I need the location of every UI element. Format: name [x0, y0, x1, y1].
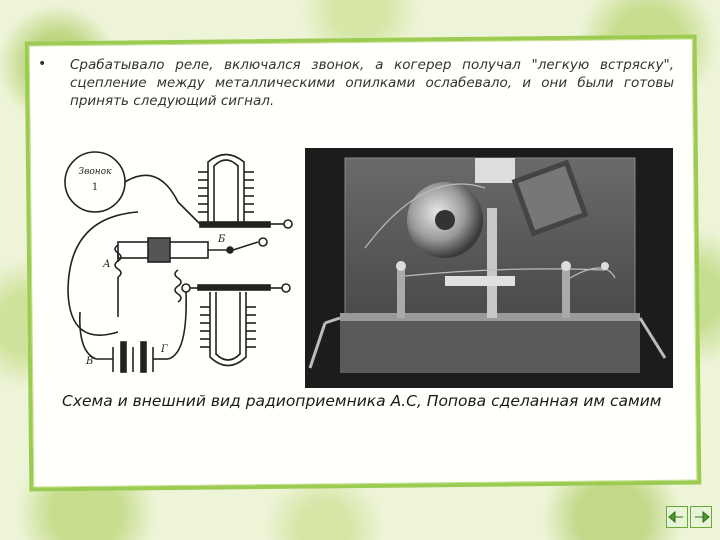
bullet-marker: • — [38, 56, 47, 72]
arrow-right-icon[interactable] — [690, 506, 712, 528]
slide-navigation — [666, 506, 712, 532]
receiver-photo — [305, 148, 673, 388]
label-g: Г — [161, 344, 168, 355]
bell-label: Звонок — [78, 167, 112, 177]
figure-caption: Схема и внешний вид радиоприемника А.С, Попова сделанная им самим — [62, 392, 662, 410]
bullet-text: Срабатывало реле, включался звонок, а когерер получал "легкую встряску", сцепление между металлическими опилками ослабевало, и они были готовы принять следующий сигнал. — [70, 57, 674, 109]
label-a: А — [103, 259, 111, 270]
bell-number-label: 1 — [91, 182, 99, 193]
label-v: В — [86, 356, 94, 367]
top-coil-left — [198, 172, 254, 212]
bottom-coil — [200, 307, 256, 347]
arrow-left-icon[interactable] — [666, 506, 688, 528]
label-b: Б — [218, 234, 226, 245]
receiver-schematic — [58, 142, 298, 387]
battery — [96, 342, 168, 372]
